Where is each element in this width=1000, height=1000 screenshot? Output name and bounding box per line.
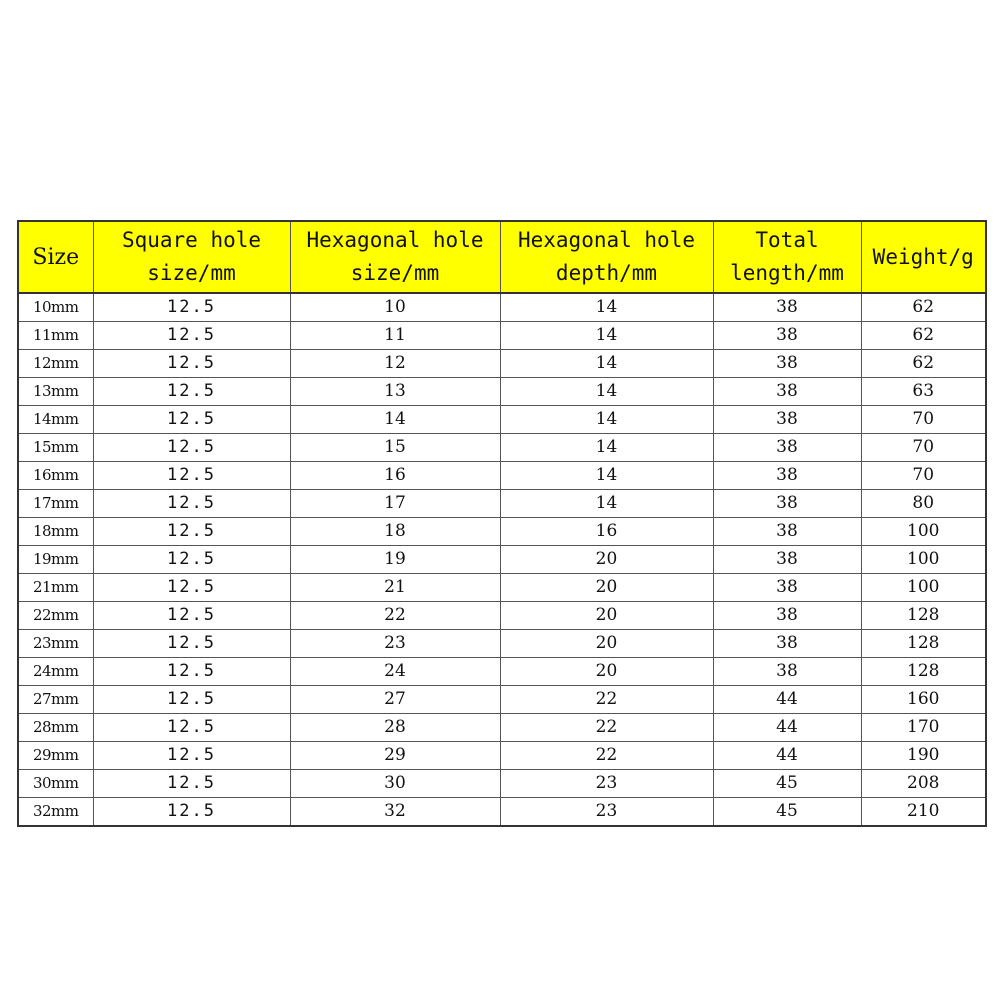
hexagonal-hole-depth-cell: 16: [500, 518, 713, 546]
size-cell: 16mm: [18, 462, 93, 490]
hexagonal-hole-size-cell: 28: [290, 714, 500, 742]
hexagonal-hole-depth-cell: 14: [500, 322, 713, 350]
weight-cell: 70: [861, 462, 986, 490]
total-length-cell: 38: [713, 658, 861, 686]
hexagonal-hole-depth-cell: 14: [500, 490, 713, 518]
hexagonal-hole-size-cell: 29: [290, 742, 500, 770]
size-cell: 13mm: [18, 378, 93, 406]
size-cell: 15mm: [18, 434, 93, 462]
hexagonal-hole-size-cell: 12: [290, 350, 500, 378]
header-row: [18, 221, 986, 293]
square-hole-size-cell: 12.5: [93, 602, 290, 630]
header-text-line: Size: [32, 244, 80, 270]
size-cell: 17mm: [18, 490, 93, 518]
weight-cell: 62: [861, 350, 986, 378]
hexagonal-hole-depth-cell: 22: [500, 714, 713, 742]
size-cell: 14mm: [18, 406, 93, 434]
header-text-line: size/mm: [147, 261, 236, 285]
hexagonal-hole-size-cell: 11: [290, 322, 500, 350]
size-cell: 23mm: [18, 630, 93, 658]
hexagonal-hole-size-cell: 14: [290, 406, 500, 434]
square-hole-size-cell: 12.5: [93, 686, 290, 714]
weight-cell: 210: [861, 798, 986, 827]
table-row: [18, 350, 986, 378]
square-hole-size-cell: 12.5: [93, 434, 290, 462]
hexagonal-hole-depth-header: [500, 221, 713, 293]
square-hole-size-cell: 12.5: [93, 406, 290, 434]
square-hole-size-cell: 12.5: [93, 462, 290, 490]
weight-cell: 100: [861, 574, 986, 602]
size-cell: 27mm: [18, 686, 93, 714]
hexagonal-hole-size-cell: 23: [290, 630, 500, 658]
weight-cell: 170: [861, 714, 986, 742]
spec-table: [17, 220, 987, 827]
hexagonal-hole-size-cell: 16: [290, 462, 500, 490]
weight-cell: 128: [861, 658, 986, 686]
square-hole-size-cell: 12.5: [93, 350, 290, 378]
table-row: [18, 293, 986, 322]
total-length-cell: 44: [713, 714, 861, 742]
table-row: [18, 406, 986, 434]
size-cell: 11mm: [18, 322, 93, 350]
table-header: [18, 221, 986, 293]
table-row: [18, 742, 986, 770]
total-length-cell: 38: [713, 574, 861, 602]
weight-cell: 100: [861, 518, 986, 546]
hexagonal-hole-depth-cell: 14: [500, 378, 713, 406]
square-hole-size-cell: 12.5: [93, 714, 290, 742]
table-row: [18, 518, 986, 546]
size-cell: 10mm: [18, 293, 93, 322]
size-cell: 21mm: [18, 574, 93, 602]
hexagonal-hole-depth-cell: 20: [500, 630, 713, 658]
total-length-cell: 38: [713, 630, 861, 658]
square-hole-size-cell: 12.5: [93, 798, 290, 827]
header-text-line: Square hole: [121, 228, 262, 252]
hexagonal-hole-size-cell: 30: [290, 770, 500, 798]
table-row: [18, 546, 986, 574]
hexagonal-hole-size-cell: 32: [290, 798, 500, 827]
size-cell: 19mm: [18, 546, 93, 574]
table-row: [18, 490, 986, 518]
hexagonal-hole-depth-cell: 14: [500, 406, 713, 434]
total-length-cell: 45: [713, 798, 861, 827]
size-cell: 30mm: [18, 770, 93, 798]
square-hole-size-cell: 12.5: [93, 293, 290, 322]
weight-cell: 190: [861, 742, 986, 770]
weight-cell: 160: [861, 686, 986, 714]
total-length-cell: 38: [713, 293, 861, 322]
size-cell: 18mm: [18, 518, 93, 546]
hexagonal-hole-size-cell: 21: [290, 574, 500, 602]
hexagonal-hole-depth-cell: 20: [500, 658, 713, 686]
square-hole-size-cell: 12.5: [93, 378, 290, 406]
square-hole-size-cell: 12.5: [93, 518, 290, 546]
size-cell: 29mm: [18, 742, 93, 770]
square-hole-size-cell: 12.5: [93, 770, 290, 798]
weight-cell: 208: [861, 770, 986, 798]
total-length-cell: 38: [713, 434, 861, 462]
table-row: [18, 574, 986, 602]
table-row: [18, 378, 986, 406]
hexagonal-hole-size-cell: 10: [290, 293, 500, 322]
hexagonal-hole-depth-cell: 20: [500, 546, 713, 574]
total-length-cell: 38: [713, 406, 861, 434]
hexagonal-hole-size-cell: 13: [290, 378, 500, 406]
total-length-cell: 38: [713, 378, 861, 406]
table-body: [18, 293, 986, 826]
total-length-cell: 44: [713, 742, 861, 770]
total-length-header: [713, 221, 861, 293]
weight-cell: 128: [861, 630, 986, 658]
total-length-cell: 38: [713, 546, 861, 574]
header-text-line: Weight/g: [872, 244, 974, 269]
weight-header: [861, 221, 986, 293]
weight-cell: 100: [861, 546, 986, 574]
hexagonal-hole-size-cell: 22: [290, 602, 500, 630]
table-row: [18, 434, 986, 462]
size-cell: 28mm: [18, 714, 93, 742]
size-header: [18, 221, 93, 293]
hexagonal-hole-depth-cell: 14: [500, 434, 713, 462]
weight-cell: 62: [861, 322, 986, 350]
weight-cell: 128: [861, 602, 986, 630]
weight-cell: 80: [861, 490, 986, 518]
square-hole-size-cell: 12.5: [93, 546, 290, 574]
hexagonal-hole-depth-cell: 14: [500, 462, 713, 490]
table-row: [18, 686, 986, 714]
hexagonal-hole-depth-cell: 14: [500, 293, 713, 322]
table-row: [18, 658, 986, 686]
header-text-line: Hexagonal hole: [306, 228, 484, 252]
hexagonal-hole-depth-cell: 22: [500, 686, 713, 714]
header-text-line: depth/mm: [555, 261, 658, 285]
hexagonal-hole-size-cell: 17: [290, 490, 500, 518]
total-length-cell: 38: [713, 462, 861, 490]
table-row: [18, 602, 986, 630]
total-length-cell: 38: [713, 350, 861, 378]
total-length-cell: 45: [713, 770, 861, 798]
table-row: [18, 770, 986, 798]
square-hole-size-header: [93, 221, 290, 293]
size-cell: 32mm: [18, 798, 93, 827]
weight-cell: 70: [861, 406, 986, 434]
header-text-line: Hexagonal hole: [517, 228, 695, 252]
hexagonal-hole-size-cell: 24: [290, 658, 500, 686]
total-length-cell: 38: [713, 322, 861, 350]
total-length-cell: 38: [713, 518, 861, 546]
hexagonal-hole-depth-cell: 14: [500, 350, 713, 378]
hexagonal-hole-depth-cell: 23: [500, 798, 713, 827]
table-row: [18, 322, 986, 350]
square-hole-size-cell: 12.5: [93, 574, 290, 602]
hexagonal-hole-depth-cell: 23: [500, 770, 713, 798]
total-length-cell: 38: [713, 602, 861, 630]
hexagonal-hole-size-cell: 19: [290, 546, 500, 574]
size-cell: 12mm: [18, 350, 93, 378]
square-hole-size-cell: 12.5: [93, 490, 290, 518]
square-hole-size-cell: 12.5: [93, 742, 290, 770]
hexagonal-hole-depth-cell: 22: [500, 742, 713, 770]
hexagonal-hole-size-cell: 18: [290, 518, 500, 546]
square-hole-size-cell: 12.5: [93, 322, 290, 350]
hexagonal-hole-size-cell: 15: [290, 434, 500, 462]
table-row: [18, 630, 986, 658]
hexagonal-hole-depth-cell: 20: [500, 602, 713, 630]
square-hole-size-cell: 12.5: [93, 630, 290, 658]
hexagonal-hole-size-header: [290, 221, 500, 293]
weight-cell: 63: [861, 378, 986, 406]
size-cell: 22mm: [18, 602, 93, 630]
total-length-cell: 38: [713, 490, 861, 518]
square-hole-size-cell: 12.5: [93, 658, 290, 686]
hexagonal-hole-size-cell: 27: [290, 686, 500, 714]
table-row: [18, 462, 986, 490]
size-cell: 24mm: [18, 658, 93, 686]
table-row: [18, 714, 986, 742]
weight-cell: 70: [861, 434, 986, 462]
table-row: [18, 798, 986, 827]
header-text-line: length/mm: [730, 261, 844, 285]
header-text-line: Total: [755, 228, 819, 252]
hexagonal-hole-depth-cell: 20: [500, 574, 713, 602]
header-text-line: size/mm: [350, 261, 440, 285]
total-length-cell: 44: [713, 686, 861, 714]
weight-cell: 62: [861, 293, 986, 322]
